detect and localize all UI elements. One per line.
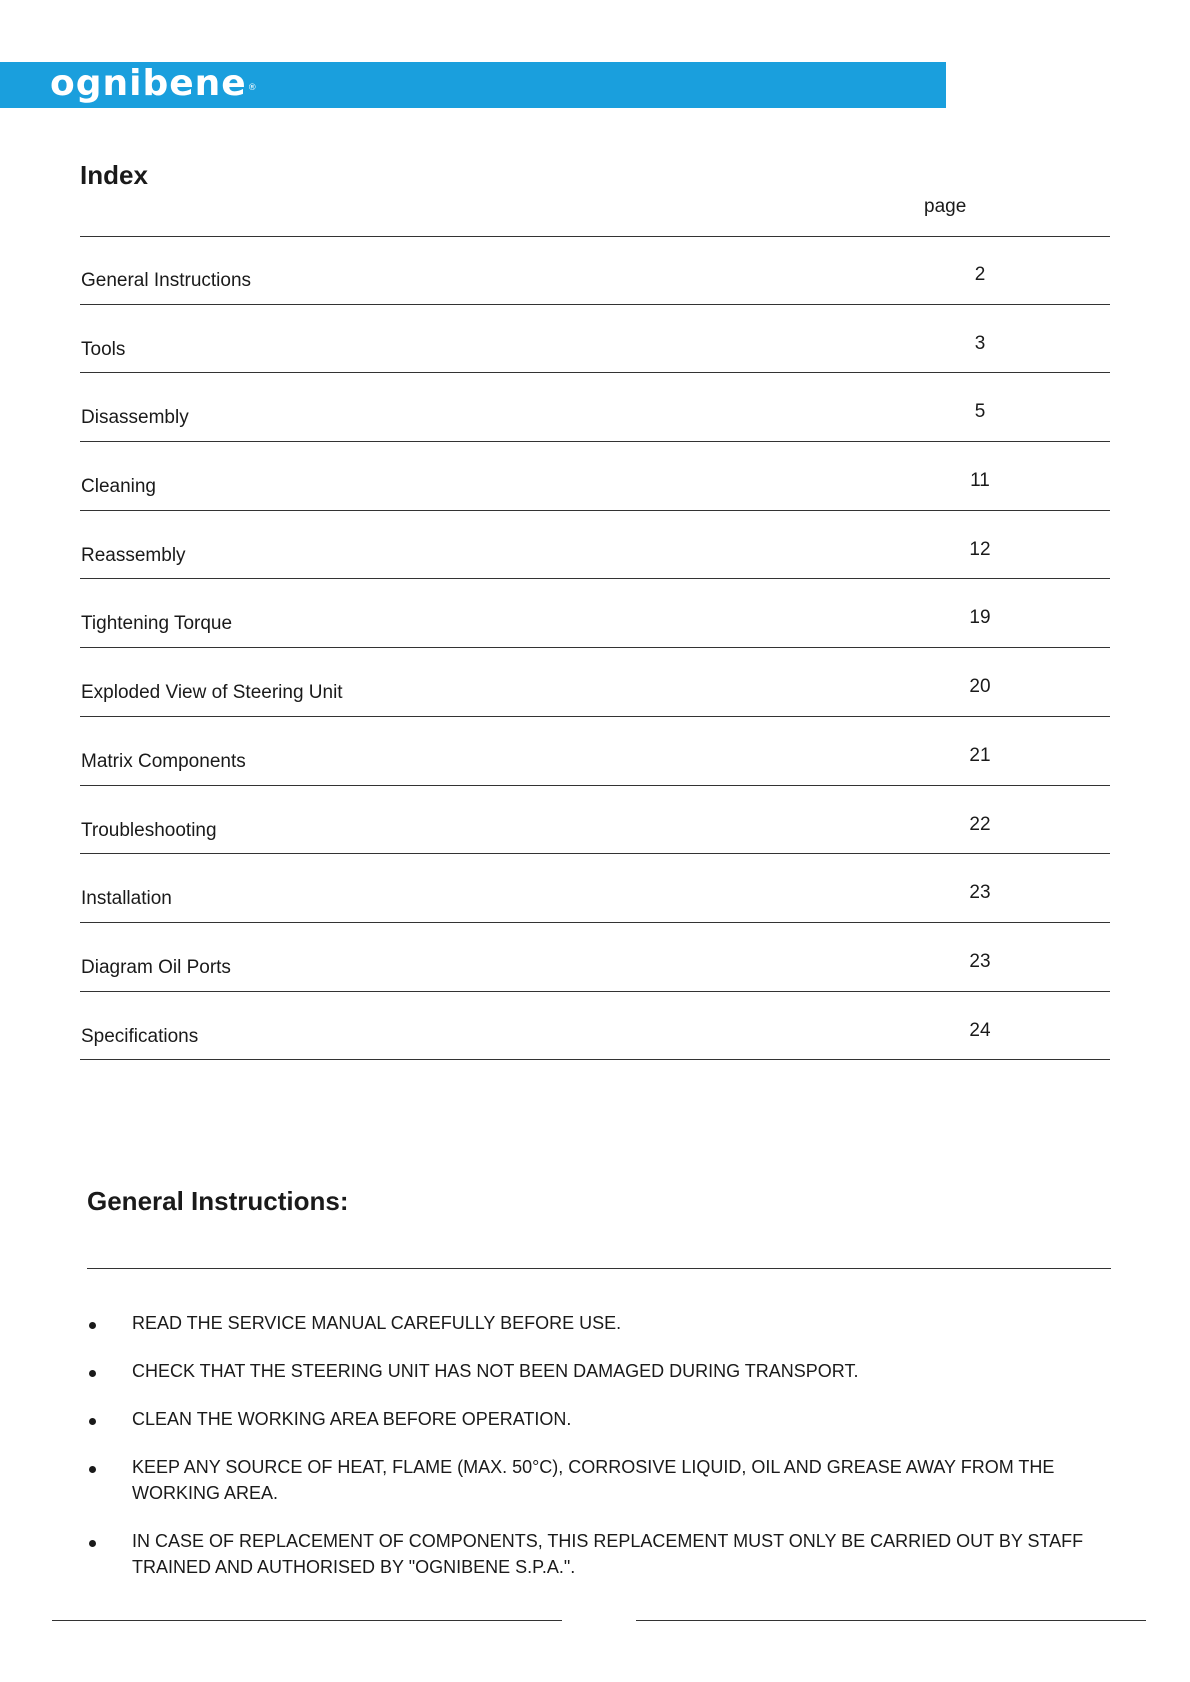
bullet-icon: [89, 1322, 96, 1329]
index-entry-page: 21: [969, 744, 991, 766]
instruction-item: [87, 1528, 1117, 1580]
bullet-icon: [89, 1466, 96, 1473]
index-entry-title: Tools: [81, 338, 126, 360]
footer-rule-left: [52, 1620, 562, 1621]
index-entry-page: 24: [969, 1019, 991, 1041]
general-instructions-title: General Instructions:: [87, 1186, 349, 1216]
index-row-diagram-oil-ports: [80, 923, 1110, 992]
index-entry-title: Matrix Components: [81, 750, 246, 772]
page-column-label: page: [924, 196, 967, 217]
index-entry-page: 12: [969, 538, 991, 560]
index-entry-page: 2: [974, 264, 986, 285]
index-entry-page: 20: [969, 676, 991, 698]
index-entry-page: 5: [974, 401, 986, 423]
index-entry-title: General Instructions: [81, 270, 252, 291]
index-row-cleaning: [80, 442, 1110, 511]
index-row-troubleshooting: [80, 786, 1110, 855]
bullet-icon: [89, 1370, 96, 1377]
index-entry-page: 3: [974, 332, 986, 354]
bullet-icon: [89, 1540, 96, 1547]
index-entry-page: 23: [969, 882, 991, 904]
instruction-item: [87, 1406, 1117, 1432]
index-entry-title: Cleaning: [81, 476, 156, 498]
index-entry-title: Diagram Oil Ports: [81, 956, 231, 978]
index-entry-page: 11: [970, 470, 990, 492]
index-row-disassembly: [80, 373, 1110, 442]
instruction-text: READ THE SERVICE MANUAL CAREFULLY BEFORE USE.: [132, 1313, 622, 1333]
brand-name: ognibene: [50, 63, 247, 104]
index-row-tightening-torque: [80, 579, 1110, 648]
index-entry-title: Tightening Torque: [81, 613, 233, 635]
instruction-text: CLEAN THE WORKING AREA BEFORE OPERATION.: [132, 1409, 572, 1429]
index-row-general-instructions: [80, 236, 1110, 305]
instruction-text: KEEP ANY SOURCE OF HEAT, FLAME (MAX. 50°C), CORROSIVE LIQUID, OIL AND GREASE AWAY FROM THE WORKING AREA.: [132, 1457, 1055, 1503]
index-entry-page: 19: [969, 607, 991, 629]
brand-logo: [50, 64, 258, 104]
instruction-item: [87, 1454, 1117, 1506]
index-entry-page: 22: [969, 813, 991, 835]
bullet-icon: [89, 1418, 96, 1425]
instruction-text: CHECK THAT THE STEERING UNIT HAS NOT BEEN DAMAGED DURING TRANSPORT.: [132, 1361, 859, 1381]
instruction-item: [87, 1310, 1117, 1336]
header-bar: [0, 62, 946, 108]
index-row-specifications: [80, 992, 1110, 1061]
index-entry-title: Exploded View of Steering Unit: [81, 682, 343, 704]
index-row-matrix-components: [80, 717, 1110, 786]
index-entry-page: 23: [969, 950, 991, 972]
index-table: [80, 236, 1110, 1060]
index-row-exploded-view: [80, 648, 1110, 717]
instruction-text: IN CASE OF REPLACEMENT OF COMPONENTS, THIS REPLACEMENT MUST ONLY BE CARRIED OUT BY STAFF TRAINED AND AUTHORISED BY "OGNIBENE S.P.A.".: [132, 1531, 1084, 1577]
footer-rule-right: [636, 1620, 1146, 1621]
registered-mark: ®: [247, 83, 258, 93]
index-entry-title: Disassembly: [81, 407, 189, 429]
index-entry-title: Reassembly: [81, 544, 186, 566]
index-row-installation: [80, 854, 1110, 923]
index-entry-title: Troubleshooting: [81, 819, 217, 841]
index-title: Index: [80, 160, 148, 190]
general-instructions-list: [87, 1310, 1117, 1602]
instruction-item: [87, 1358, 1117, 1384]
index-entry-title: Installation: [81, 888, 172, 910]
index-row-reassembly: [80, 511, 1110, 580]
general-instructions-rule: [87, 1268, 1111, 1269]
index-entry-title: Specifications: [81, 1025, 199, 1047]
index-row-tools: [80, 305, 1110, 374]
